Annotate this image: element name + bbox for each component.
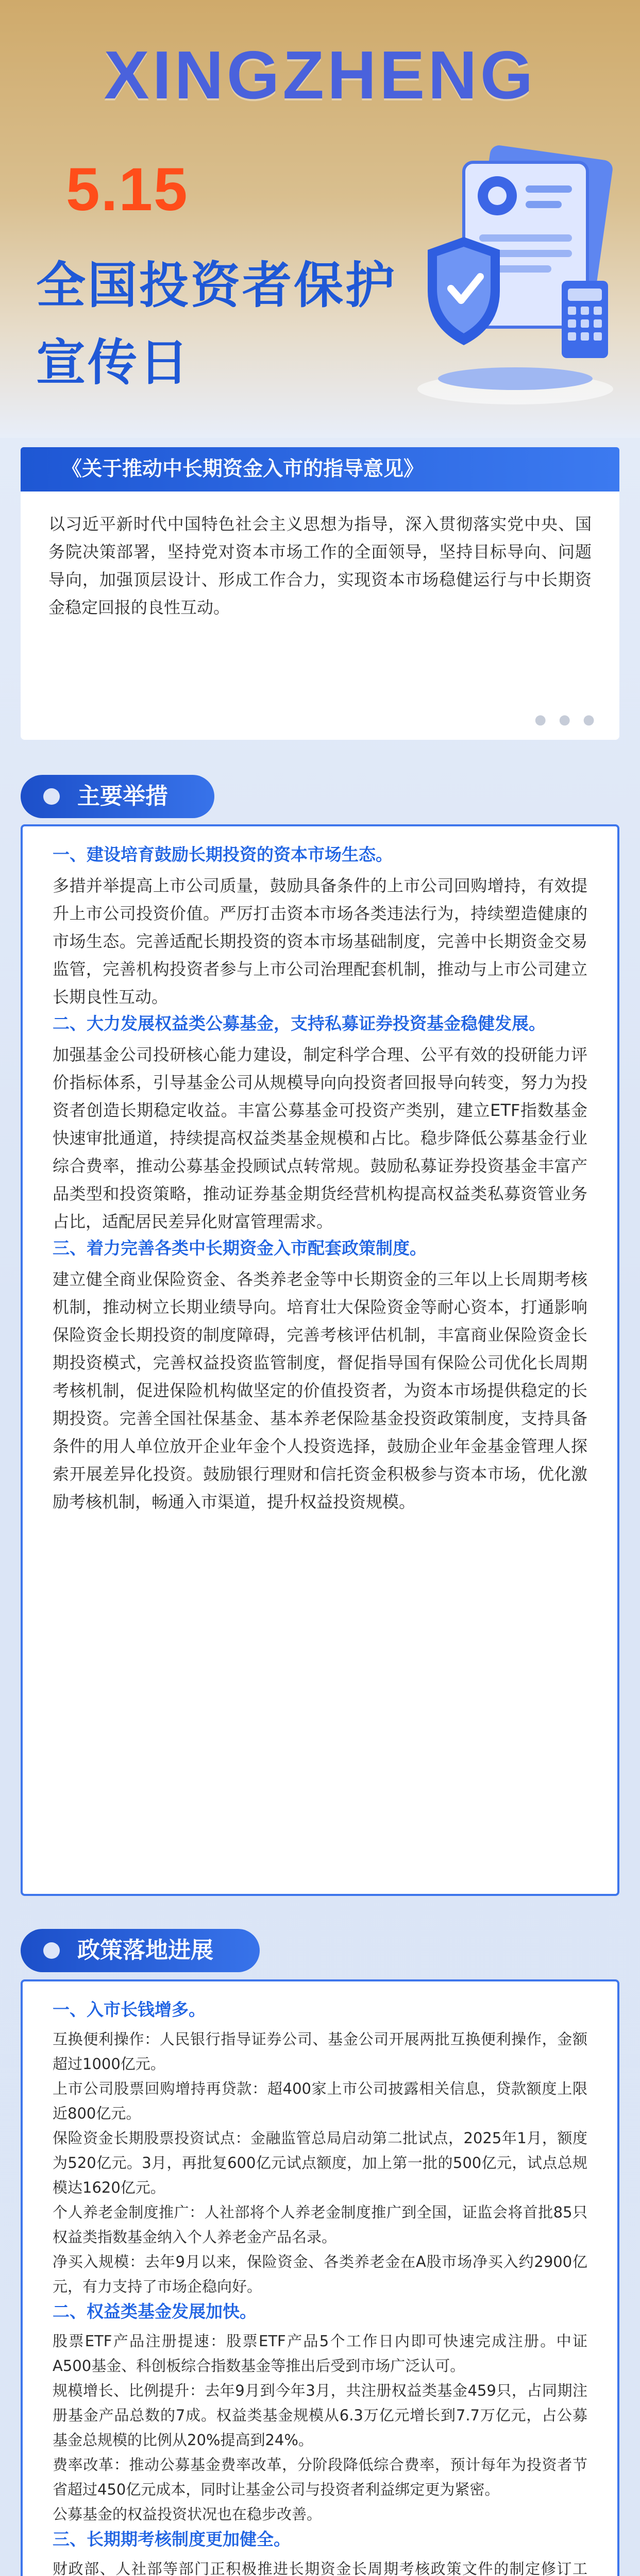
progress-line: 净买入规模：去年9月以来，保险资金、各类养老金在A股市场净买入约2900亿元，有力支持了市场企稳向好。 (53, 2253, 587, 2295)
progress-line: 费率改革：推动公募基金费率改革，分阶段降低综合费率，预计每年为投资者节省超过450亿元成本，同时让基金公司与投资者利益绑定更为紧密。 (53, 2456, 587, 2498)
guideline-title-banner: 《关于推动中长期资金入市的指导意见》 (21, 447, 619, 492)
event-title (36, 247, 397, 402)
progress-item (53, 1997, 587, 2299)
intro-paragraph: 以习近平新时代中国特色社会主义思想为指导，深入贯彻落实党中央、国务院决策部署，坚持党对资本市场工作的全面领导，坚持目标导向、问题导向，加强顶层设计、形成工作合力，实现资本市场稳健运行与中长期资金稳定回报的良性互动。 (48, 514, 592, 617)
progress-line: 财政部、人社部等部门正积极推进长期资金长周期考核政策文件的制定修订工 (53, 2560, 587, 2576)
measure-heading: 三、着力完善各类中长期资金入市配套政策制度。 (53, 1238, 427, 1258)
event-date: 5.15 (66, 156, 189, 224)
progress-line: 规模增长、比例提升：去年9月到今年3月，共注册权益类基金459只，占同期注册基金产品总数的7成。权益类基金规模从6.3万亿元增长到7.7万亿元，占公募基金总规模的比例从20%提高到24%。 (53, 2382, 587, 2449)
progress-line: 互换便利操作：人民银行指导证券公司、基金公司开展两批互换便利操作，金额超过1000亿元。 (53, 2030, 587, 2073)
event-title-line1: 全国投资者保护 (36, 258, 397, 313)
section-title-progress: 政策落地进展 (21, 1929, 260, 1972)
progress-heading: 二、权益类基金发展加快。 (53, 2301, 257, 2321)
hero-banner (0, 0, 640, 438)
measure-heading: 二、大力发展权益类公募基金，支持私募证券投资基金稳健发展。 (53, 1013, 546, 1033)
progress-line: 上市公司股票回购增持再贷款：超400家上市公司披露相关信息，贷款额度上限近800亿元。 (53, 2080, 587, 2122)
progress-line: 保险资金长期股票投资试点：金融监管总局启动第二批试点，2025年1月，额度为520亿元。3月，再批复600亿元试点额度，加上第一批的500亿元，试点总规模达1620亿元。 (53, 2129, 587, 2196)
progress-heading: 一、入市长钱增多。 (53, 1999, 206, 2020)
measure-body: 建立健全商业保险资金、各类养老金等中长期资金的三年以上长周期考核机制，推动树立长期业绩导向。培育壮大保险资金等耐心资本，打通影响保险资金长期投资的制度障碍，完善考核评估机制，丰富商业保险资金长期投资模式，完善权益投资监管制度，督促指导国有保险公司优化长周期考核机制，促进保险机构做坚定的价值投资者，为资本市场提供稳定的长期投资。完善全国社保基金、基本养老保险基金投资政策制度，支持具备条件的用人单位放开企业年金个人投资选择，鼓励企业年金基金管理人探索开展差异化投资。鼓励银行理财和信托资金积极参与资本市场，优化激励考核机制，畅通入市渠道，提升权益投资规模。 (53, 1269, 587, 1512)
progress-line: 股票ETF产品注册提速：股票ETF产品5个工作日内即可快速完成注册。中证A500基金、科创板综合指数基金等推出后受到市场广泛认可。 (53, 2332, 587, 2375)
measure-body: 多措并举提高上市公司质量，鼓励具备条件的上市公司回购增持，有效提升上市公司投资价值。严厉打击资本市场各类违法行为，持续塑造健康的市场生态。完善适配长期投资的资本市场基础制度，完善中长期资金交易监管，完善机构投资者参与上市公司治理配套机制，推动与上市公司建立长期良性互动。 (53, 876, 587, 1007)
event-title-line2: 宣传日 (36, 335, 191, 391)
document-shield-illustration-icon (407, 131, 624, 410)
progress-item (53, 2299, 587, 2527)
more-dots-icon: ● ● ● (534, 712, 599, 727)
measure-item (53, 1235, 587, 1516)
measure-item (53, 842, 587, 1011)
progress-heading: 三、长期期考核制度更加健全。 (53, 2529, 291, 2549)
brand-title: XINGZHENG (104, 37, 536, 113)
progress-card (21, 1979, 619, 2576)
measure-heading: 一、建设培育鼓励长期投资的资本市场生态。 (53, 844, 393, 865)
progress-item (53, 2527, 587, 2576)
progress-line: 公募基金的权益投资状况也在稳步改善。 (53, 2505, 322, 2523)
measure-item (53, 1011, 587, 1235)
measure-body: 加强基金公司投研核心能力建设，制定科学合理、公平有效的投研能力评价指标体系，引导基金公司从规模导向向投资者回报导向转变，努力为投资者创造长期稳定收益。丰富公募基金可投资产类别，建立ETF指数基金快速审批通道，持续提高权益类基金规模和占比。稳步降低公募基金行业综合费率，推动公募基金投顾试点转常规。鼓励私募证券投资基金丰富产品类型和投资策略，推动证券基金期货经营机构提高权益类私募资管业务占比，适配居民差异化财富管理需求。 (53, 1045, 587, 1231)
section-title-measures: 主要举措 (21, 775, 214, 818)
progress-line: 个人养老金制度推广：人社部将个人养老金制度推广到全国，证监会将首批85只权益类指数基金纳入个人养老金产品名录。 (53, 2204, 587, 2246)
intro-card (21, 492, 619, 740)
measures-card (21, 824, 619, 1896)
